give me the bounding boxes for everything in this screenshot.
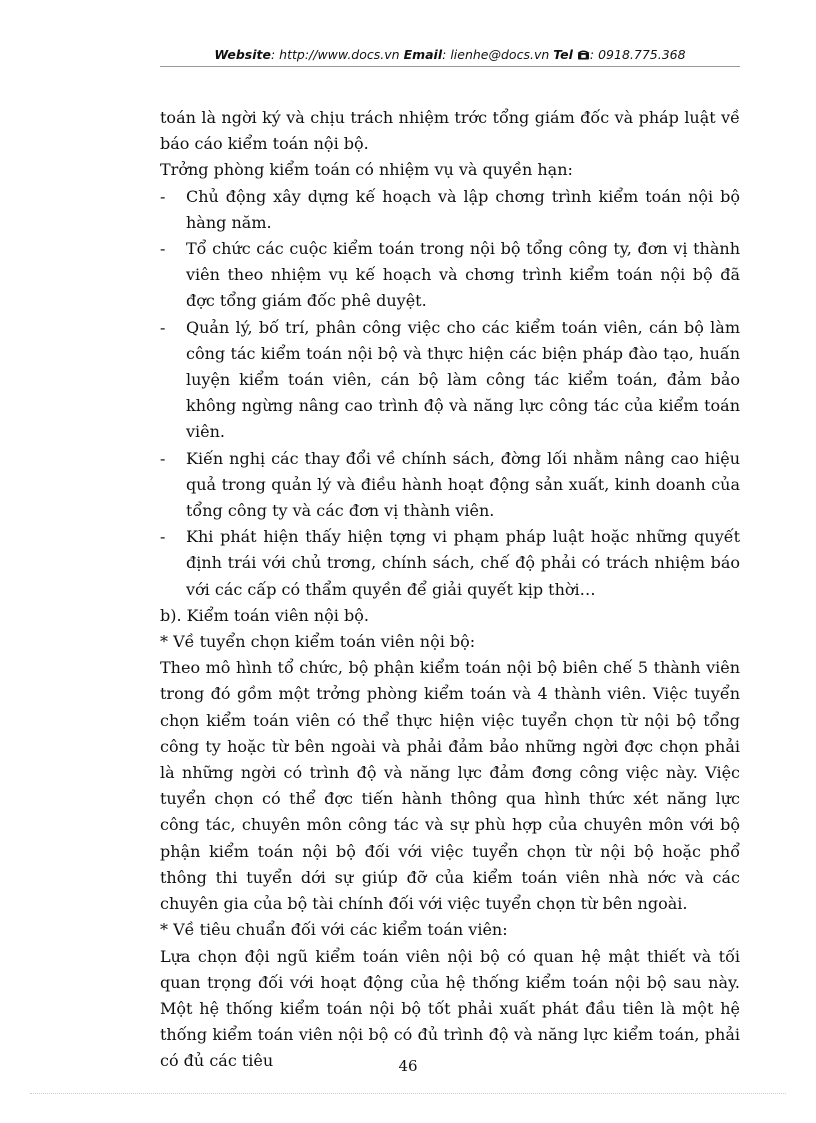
website-label: Website	[214, 47, 271, 62]
paragraph: Trởng phòng kiểm toán có nhiệm vụ và quyền hạn:	[160, 160, 573, 180]
recruit-paragraph: Theo mô hình tổ chức, bộ phận kiểm toán nội bộ biên chế 5 thành viên trong đó gồm một trởng phòng kiểm toán và 4 thành viên. Việc tuyển chọn kiểm toán viên có thể thực hiện việc tuyển chọn từ nội bộ tổng công ty hoặc từ bên ngoài và phải đảm bảo những ngời đợc chọn phải là những ngời có trình độ và năng lực đảm đơng công việc này. Việc tuyển chọn có thể đợc tiến hành thông qua hình thức xét năng lực công tác, chuyên môn công tác và sự phù hợp của chuyên môn với bộ phận kiểm toán nội bộ đối với việc tuyển chọn từ nội bộ hoặc phổ thông thi tuyển dới sự giúp đỡ của kiểm toán viên nhà nớc và các chuyên gia của bộ tài chính đối với việc tuyển chọn từ bên ngoài.	[160, 658, 740, 914]
header-divider	[160, 66, 740, 67]
document-body	[160, 105, 740, 1075]
duty-item: - Quản lý, bố trí, phân công việc cho các kiểm toán viên, cán bộ làm công tác kiểm toán nội bộ và thực hiện các biện pháp đào tạo, huấn luyện kiểm toán viên, cán bộ làm công tác kiểm toán, đảm bảo không ngừng nâng cao trình độ và năng lực công tác của kiểm toán viên.	[160, 315, 740, 446]
tel-value: : 0918.775.368	[589, 47, 686, 62]
website-value: : http://www.docs.vn	[270, 47, 400, 62]
duty-item: - Tổ chức các cuộc kiểm toán trong nội bộ tổng công ty, đơn vị thành viên theo nhiệm vụ kế hoạch và chơng trình kiểm toán nội bộ đã đợc tổng giám đốc phê duyệt.	[160, 236, 740, 315]
section-b-heading: b). Kiểm toán viên nội bộ.	[160, 605, 369, 625]
page-bottom-border	[30, 1093, 786, 1094]
phone-icon	[577, 49, 590, 60]
email-label: Email	[403, 47, 443, 62]
tel-label: Tel	[553, 47, 573, 62]
standards-heading: * Về tiêu chuẩn đối với các kiểm toán viên:	[160, 920, 508, 940]
page-number: 46	[398, 1057, 418, 1075]
duty-item: - Chủ động xây dựng kế hoạch và lập chơng trình kiểm toán nội bộ hàng năm.	[160, 184, 740, 236]
standards-paragraph: Lựa chọn đội ngũ kiểm toán viên nội bộ có quan hệ mật thiết và tối quan trọng đối với hoạt động của hệ thống kiểm toán nội bộ sau này. Một hệ thống kiểm toán nội bộ tốt phải xuất phát đầu tiên là một hệ thống kiểm toán viên nội bộ có đủ trình độ và năng lực kiểm toán, phải có đủ các tiêu	[160, 946, 740, 1071]
page-header	[160, 47, 740, 62]
duty-item: - Kiến nghị các thay đổi về chính sách, đờng lối nhằm nâng cao hiệu quả trong quản lý và điều hành hoạt động sản xuất, kinh doanh của tổng công ty và các đơn vị thành viên.	[160, 446, 740, 525]
duty-item: - Khi phát hiện thấy hiện tợng vi phạm pháp luật hoặc những quyết định trái với chủ trơng, chính sách, chế độ phải có trách nhiệm báo với các cấp có thẩm quyền để giải quyết kịp thời…	[160, 524, 740, 603]
email-value: : lienhe@docs.vn	[442, 47, 550, 62]
recruit-heading: * Về tuyển chọn kiểm toán viên nội bộ:	[160, 632, 476, 652]
paragraph: toán là ngời ký và chịu trách nhiệm trớc tổng giám đốc và pháp luật về báo cáo kiểm toán nội bộ.	[160, 108, 740, 154]
